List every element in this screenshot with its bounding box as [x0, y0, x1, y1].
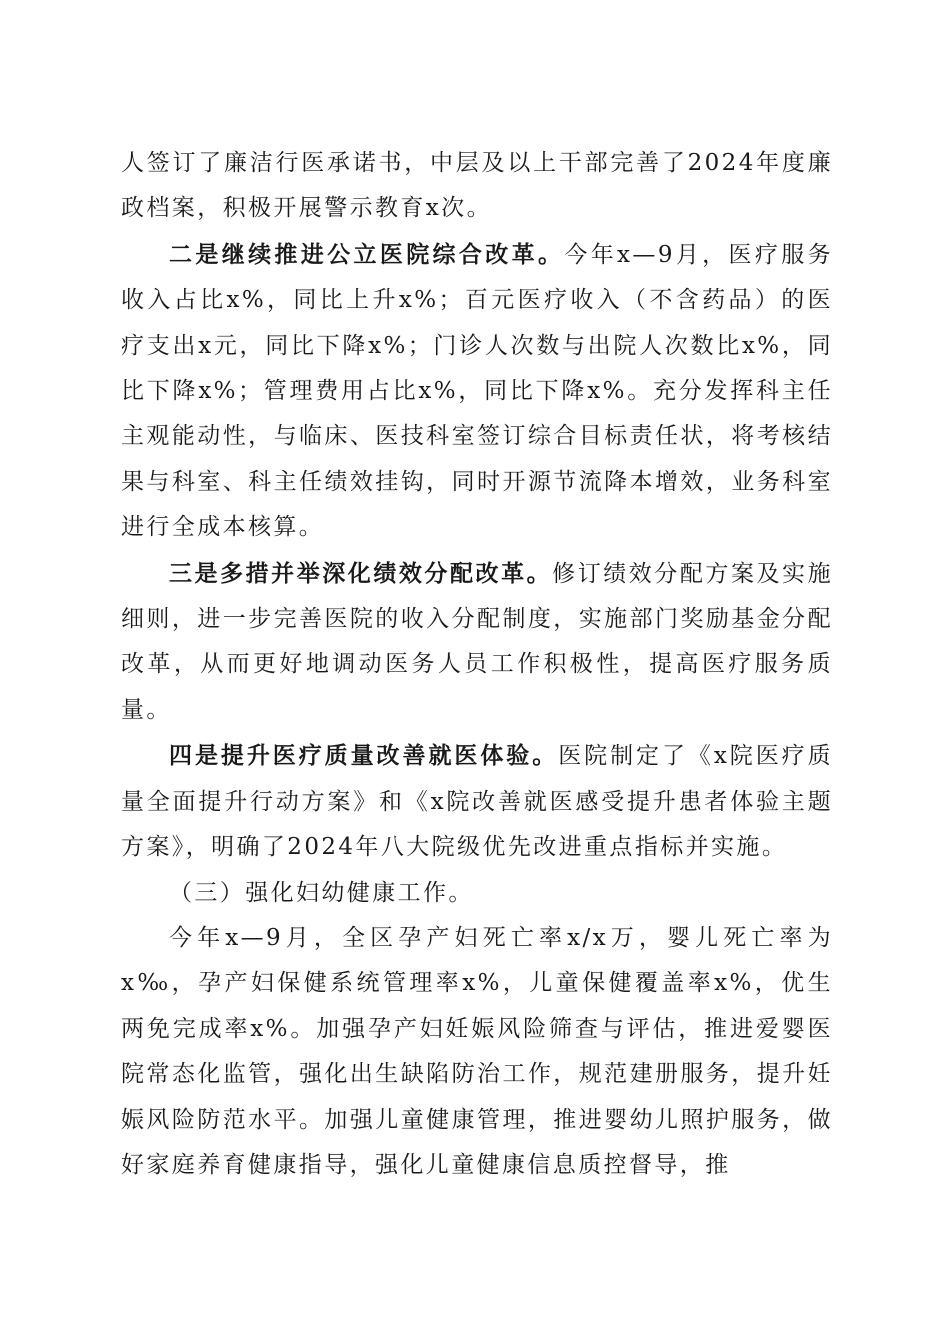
paragraph-hospital-reform — [121, 232, 833, 551]
document-body — [121, 141, 833, 1188]
paragraph-lead: 四是提升医疗质量改善就医体验。 — [169, 742, 559, 770]
paragraph-body: 今年x—9月，全区孕产妇死亡率x/x万，婴儿死亡率为x‰，孕产妇保健系统管理率x%，儿童保健覆盖率x%，优生两免完成率x%。加强孕产妇妊娠风险筛查与评估，推进爱婴医院常态化监管，强化出生缺陷防治工作，规范建册服务，提升妊娠风险防范水平。加强儿童健康管理，推进婴幼儿照护服务，做好家庭养育健康指导，强化儿童健康信息质控督导，推 — [121, 924, 833, 1178]
paragraph-continuation — [121, 141, 833, 232]
paragraph-body: 人签订了廉洁行医承诺书，中层及以上干部完善了2024年度廉政档案，积极开展警示教育x次。 — [121, 150, 833, 222]
paragraph-performance-reform — [121, 551, 833, 734]
paragraph-maternal-child-health — [121, 916, 833, 1188]
section-heading: （三）强化妇幼健康工作。 — [169, 879, 474, 906]
paragraph-body: 修订绩效分配方案及实施细则，进一步完善医院的收入分配制度，实施部门奖励基金分配改革，从而更好地调动医务人员工作积极性，提高医疗服务质量。 — [121, 560, 833, 723]
paragraph-body: 医院制定了《x院医疗质量全面提升行动方案》和《x院改善就医感受提升患者体验主题方案》，明确了2024年八大院级优先改进重点指标并实施。 — [121, 743, 834, 861]
paragraph-quality-improvement — [121, 733, 833, 870]
paragraph-lead: 三是多措并举深化绩效分配改革。 — [169, 559, 553, 587]
paragraph-lead: 二是继续推进公立医院综合改革。 — [169, 240, 565, 268]
paragraph-body: 今年x—9月，医疗服务收入占比x%，同比上升x%；百元医疗收入（不含药品）的医疗支出x元，同比下降x%；门诊人次数与出院人次数比x%，同比下降x%；管理费用占比x%，同比下降x%。充分发挥科主任主观能动性，与临床、医技科室签订综合目标责任状，将考核结果与科室、科主任绩效挂钩，同时开源节流降本增效，业务科室进行全成本核算。 — [121, 241, 833, 541]
